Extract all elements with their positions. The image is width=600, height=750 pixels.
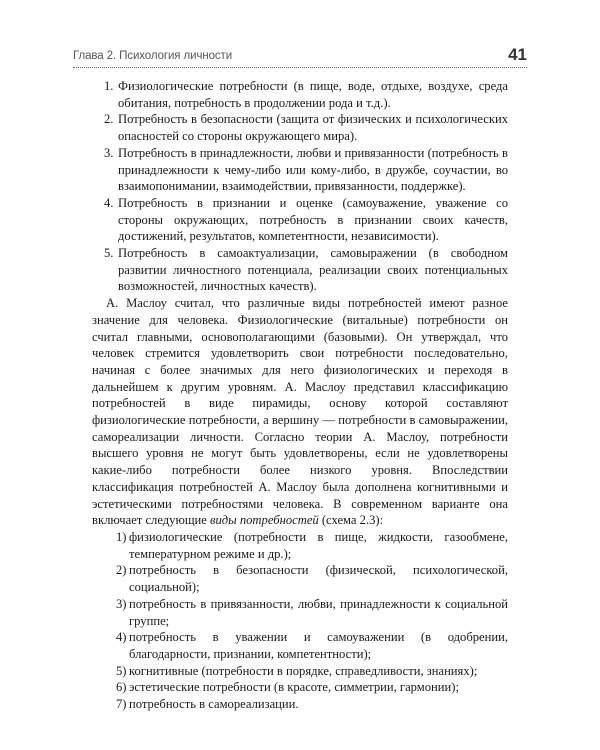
page-number: 41 bbox=[508, 45, 527, 64]
list-item bbox=[116, 562, 508, 595]
list-item-number: 2. bbox=[104, 112, 114, 127]
list-item-number: 7) bbox=[116, 697, 127, 712]
list-item bbox=[104, 145, 508, 195]
list-item-number: 3. bbox=[104, 145, 114, 160]
page-header bbox=[73, 44, 527, 66]
running-title: Глава 2. Психология личности bbox=[73, 50, 233, 62]
list-item-number: 2) bbox=[116, 563, 127, 578]
list-item bbox=[116, 629, 508, 662]
list-item-number: 5. bbox=[104, 246, 114, 261]
extended-needs-list bbox=[116, 529, 508, 713]
list-item bbox=[104, 78, 508, 111]
list-item-text: Потребность в самоактуализации, самовыражении (в свободном развитии личностного потенциала, реализации своих потенциальных возможностей, личностных качеств). bbox=[118, 246, 508, 294]
list-item-number: 1. bbox=[104, 79, 114, 93]
list-item-number: 5) bbox=[116, 663, 127, 678]
list-item-text: Потребность в принадлежности, любви и привязанности (потребность в принадлежности к чему-либо или кому-либо, в дружбе, соучастии, во взаимопонимании, взаимодействии, привязанности, поддержке). bbox=[118, 145, 508, 194]
paragraph-text-tail: (схема 2.3): bbox=[318, 513, 384, 528]
emphasis-text: виды потребностей bbox=[210, 513, 319, 528]
list-item-number: 3) bbox=[116, 596, 127, 611]
list-item-number: 1) bbox=[116, 529, 127, 544]
list-item bbox=[116, 696, 508, 713]
list-item bbox=[104, 195, 508, 245]
list-item-text: потребность в самореализации. bbox=[129, 697, 299, 712]
list-item-number: 6) bbox=[116, 680, 127, 695]
list-item-text: потребность в уважении и самоуважении (в одобрении, благодарности, признании, компетентности); bbox=[129, 630, 508, 661]
list-item-text: Потребность в безопасности (защита от физических и психологических опасностей со стороны окружающего мира). bbox=[118, 112, 508, 144]
list-item-number: 4) bbox=[116, 630, 127, 645]
list-item-number: 4. bbox=[104, 195, 114, 210]
page-body bbox=[92, 78, 508, 713]
maslow-needs-list bbox=[104, 78, 508, 295]
list-item bbox=[116, 663, 508, 680]
list-item-text: физиологические (потребности в пище, жидкости, газообмене, температурном режиме и др.); bbox=[129, 529, 508, 561]
paragraph-text: А. Маслоу считал, что различные виды потребностей имеют разное значение для человека. Физиологические (витальные) потребности он считал главными, основополагающими (базовыми). Он утверждал, что человек стремится удовлетворить свои потребности последовательно, начиная с более значимых для него физиологических и переходя в дальнейшем к другим уровням. А. Маслоу представил классификацию потребностей в виде пирамиды, основу которой составляют физиологические потребности, а вершину — потребности в самовыражении, самореализации личности. Согласно теории А. Маслоу, потребности высшего уровня не могут быть удовлетворены, если не удовлетворены какие-либо потребности более низкого уровня. Впоследствии классификация потребностей А. Маслоу была дополнена когнитивными и эстетическими потребностями человека. В современном варианте она включает следующие bbox=[92, 296, 508, 528]
list-item-text: Физиологические потребности (в пище, воде, отдыхе, воздухе, среда обитания, потребность в продолжении рода и т.д.). bbox=[118, 79, 508, 110]
list-item-text: потребность в привязанности, любви, принадлежности к социальной группе; bbox=[129, 596, 508, 628]
header-rule bbox=[73, 67, 527, 68]
list-item-text: Потребность в признании и оценке (самоуважение, уважение со стороны окружающих, потребность в признании своих качеств, достижений, результатов, компетентности, независимости). bbox=[118, 195, 508, 244]
list-item-text: эстетические потребности (в красоте, симметрии, гармонии); bbox=[129, 680, 459, 695]
list-item bbox=[104, 111, 508, 144]
list-item bbox=[104, 245, 508, 295]
list-item-text: когнитивные (потребности в порядке, справедливости, знаниях); bbox=[129, 663, 478, 678]
list-item bbox=[116, 679, 508, 696]
list-item-text: потребность в безопасности (физической, психологической, социальной); bbox=[129, 563, 508, 595]
list-item bbox=[116, 529, 508, 562]
body-paragraph bbox=[92, 295, 508, 529]
list-item bbox=[116, 596, 508, 629]
